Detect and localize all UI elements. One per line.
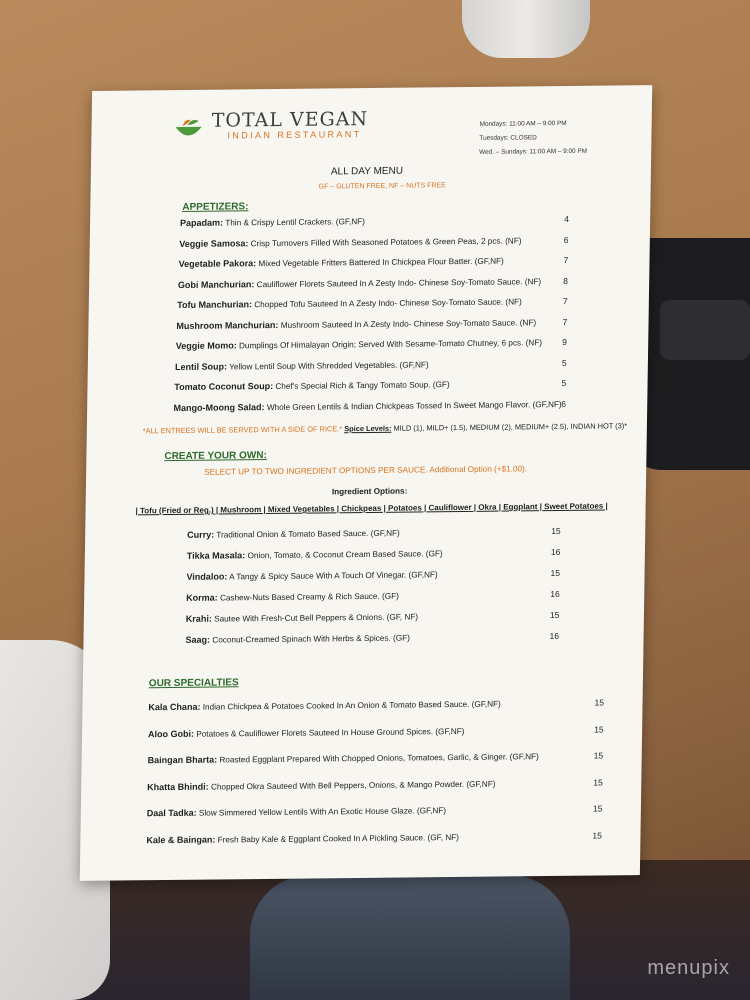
specialty-item xyxy=(148,699,500,713)
sauce-item-price: 16 xyxy=(550,546,561,558)
appetizers-title: APPETIZERS: xyxy=(182,201,249,213)
appetizer-item xyxy=(180,216,365,228)
sauce-item xyxy=(185,633,409,645)
hours-monday: Mondays: 11:00 AM – 9:00 PM xyxy=(479,119,567,128)
water-bottle xyxy=(462,0,590,58)
rice-note: *ALL ENTREES WILL BE SERVED WITH A SIDE OF RICE.* xyxy=(142,424,343,436)
appetizer-item-desc: Dumplings Of Himalayan Origin; Served With Sesame-Tomato Chutney, 6 pcs. (NF) xyxy=(238,338,543,351)
appetizer-item-name: Lentil Soup: xyxy=(174,360,228,372)
appetizer-item-name: Veggie Samosa: xyxy=(179,237,249,249)
specialty-item-price: 15 xyxy=(592,829,603,841)
specialty-item-desc: Chopped Okra Sauteed With Bell Peppers, Onions, & Mango Powder. (GF,NF) xyxy=(210,779,496,792)
sauce-item-desc: Traditional Onion & Tomato Based Sauce. (GF,NF) xyxy=(216,528,400,540)
sauce-item-price: 15 xyxy=(550,567,561,579)
specialty-item xyxy=(147,778,495,792)
menu-title: ALL DAY MENU xyxy=(330,165,404,178)
specialty-item-price: 15 xyxy=(593,750,604,761)
sauce-item-price: 16 xyxy=(550,588,560,600)
specialty-item-price: 15 xyxy=(594,697,605,708)
appetizer-item-desc: Mushroom Sauteed In A Zesty Indo- Chinese Soy-Tomato Sauce. (NF) xyxy=(280,317,537,330)
specialty-item-name: Baingan Bharta: xyxy=(147,754,218,766)
sauce-item-price: 15 xyxy=(549,609,560,621)
spice-label: Spice Levels: xyxy=(344,423,392,434)
sauce-item xyxy=(186,569,437,582)
specialty-item-desc: Indian Chickpea & Potatoes Cooked In An Onion & Tomato Based Sauce. (GF,NF) xyxy=(202,699,501,712)
specialty-item xyxy=(148,751,539,765)
appetizer-item-desc: Crisp Turnovers Filled With Seasoned Potatoes & Green Peas, 2 pcs. (NF) xyxy=(250,235,522,248)
hours-tuesday: Tuesdays: CLOSED xyxy=(479,134,537,142)
specialty-item xyxy=(148,725,465,738)
specialty-item-price: 15 xyxy=(593,776,603,788)
sauce-item-name: Krahi: xyxy=(185,613,212,624)
appetizer-item-desc: Chopped Tofu Sauteed In A Zesty Indo- Chinese Soy-Tomato Sauce. (NF) xyxy=(254,297,522,310)
specialties-title: OUR SPECIALTIES xyxy=(148,677,239,690)
sauce-item-desc: Onion, Tomato, & Coconut Cream Based Sauce. (GF) xyxy=(247,549,443,561)
appetizer-item xyxy=(179,256,504,269)
appetizer-item xyxy=(179,235,521,249)
sauce-item-price: 15 xyxy=(551,525,561,537)
sauce-item-name: Korma: xyxy=(186,592,218,603)
specialty-item-desc: Slow Simmered Yellow Lentils With An Exotic House Glaze. (GF,NF) xyxy=(198,806,447,818)
sauce-item-desc: Coconut-Creamed Spinach With Herbs & Spices. (GF) xyxy=(212,633,410,645)
create-subtitle: SELECT UP TO TWO INGREDIENT OPTIONS PER SAUCE. Additional Option (+$1.00). xyxy=(204,464,528,477)
appetizer-item xyxy=(173,398,561,412)
specialty-item-name: Kale & Baingan: xyxy=(146,833,216,845)
sauce-item xyxy=(187,548,443,561)
sauce-item xyxy=(186,611,418,623)
appetizer-item-price: 8 xyxy=(563,275,569,286)
appetizer-item-price: 7 xyxy=(562,316,568,327)
sauce-item-name: Saag: xyxy=(185,634,211,645)
appetizer-item-name: Tofu Manchurian: xyxy=(177,299,253,311)
specialty-item xyxy=(147,805,446,818)
appetizer-item-price: 7 xyxy=(563,254,569,265)
specialty-item-name: Kala Chana: xyxy=(148,701,201,713)
watermark: menupix xyxy=(647,957,730,979)
specialty-item-desc: Potatoes & Cauliflower Florets Sauteed In House Ground Spices. (GF,NF) xyxy=(196,726,465,739)
sauce-item-price: 16 xyxy=(549,630,560,642)
specialty-item-price: 15 xyxy=(594,723,604,735)
diet-legend: GF – GLUTEN FREE, NF – NUTS FREE xyxy=(318,182,446,191)
appetizer-item xyxy=(178,276,541,290)
appetizer-item-price: 6 xyxy=(561,398,567,409)
sauce-item-name: Vindaloo: xyxy=(186,571,228,582)
specialty-item-name: Daal Tadka: xyxy=(146,807,197,819)
appetizer-item xyxy=(177,296,522,310)
appetizer-item xyxy=(176,337,542,351)
appetizer-item-name: Papadam: xyxy=(179,217,224,229)
sauce-item xyxy=(187,528,400,540)
appetizer-item-desc: Cauliflower Florets Sauteed In A Zesty Indo- Chinese Soy-Tomato Sauce. (NF) xyxy=(256,276,542,289)
appetizer-item-price: 4 xyxy=(564,213,569,224)
appetizer-item-name: Gobi Manchurian: xyxy=(177,278,255,290)
sauce-item-desc: Sautee With Fresh-Cut Bell Peppers & Onions. (GF, NF) xyxy=(214,612,419,624)
appetizer-item-name: Vegetable Pakora: xyxy=(178,258,257,270)
appetizer-item xyxy=(176,317,536,331)
rice-spice-note xyxy=(143,421,627,435)
bowl-logo-icon xyxy=(173,118,203,140)
specialty-item xyxy=(146,831,459,844)
appetizer-item-price: 7 xyxy=(562,295,568,306)
ingredients-title: Ingredient Options: xyxy=(331,486,408,497)
sauce-item-desc: A Tangy & Spicy Sauce With A Touch Of Vinegar. (GF,NF) xyxy=(229,570,438,582)
spice-levels: MILD (1), MILD+ (1.5), MEDIUM (2), MEDIUM+ (2.5), INDIAN HOT (3)* xyxy=(393,421,628,433)
specialty-item-desc: Roasted Eggplant Prepared With Chopped Onions, Tomatoes, Garlic, & Ginger. (GF,NF) xyxy=(219,752,539,765)
appetizer-item-desc: Mixed Vegetable Fritters Battered In Chickpea Flour Batter. (GF,NF) xyxy=(258,256,504,269)
brand-subtitle: INDIAN RESTAURANT xyxy=(227,129,362,141)
specialty-item-desc: Fresh Baby Kale & Eggplant Cooked In A Pickling Sauce. (GF, NF) xyxy=(217,832,460,844)
sauce-item-name: Curry: xyxy=(187,529,215,540)
appetizer-item-name: Tomato Coconut Soup: xyxy=(174,380,274,393)
appetizer-item-desc: Yellow Lentil Soup With Shredded Vegetables. (GF,NF) xyxy=(229,359,429,371)
appetizer-item-name: Mushroom Manchurian: xyxy=(176,319,279,331)
appetizer-item-price: 9 xyxy=(562,336,568,347)
specialty-item-name: Aloo Gobi: xyxy=(147,728,195,739)
hours-wed-sun: Wed. – Sundays: 11:00 AM – 9:00 PM xyxy=(479,147,588,156)
brand-name: TOTAL VEGAN xyxy=(211,108,369,132)
appetizer-item-price: 5 xyxy=(561,377,567,388)
menu-paper xyxy=(80,85,653,881)
appetizer-item xyxy=(174,379,450,392)
ingredients-list: | Tofu (Fried or Reg.) | Mushroom | Mixed Vegetables | Chickpeas | Potatoes | Cauliflower | Okra | Eggplant | Sweet Potatoes | xyxy=(135,501,608,516)
appetizer-item-name: Mango-Moong Salad: xyxy=(173,401,265,413)
create-title: CREATE YOUR OWN: xyxy=(164,450,267,463)
specialty-item-price: 15 xyxy=(592,803,603,814)
specialty-item-name: Khatta Bhindi: xyxy=(147,781,209,792)
bag-strap xyxy=(660,300,750,360)
sauce-item xyxy=(186,591,399,603)
jeans xyxy=(250,875,570,1000)
appetizer-item-desc: Thin & Crispy Lentil Crackers. (GF,NF) xyxy=(225,217,366,228)
sauce-item-name: Tikka Masala: xyxy=(186,550,246,561)
sauce-item-desc: Cashew-Nuts Based Creamy & Rich Sauce. (GF) xyxy=(219,591,399,603)
appetizer-item-price: 5 xyxy=(561,357,567,368)
appetizer-item-desc: Chef's Special Rich & Tangy Tomato Soup. (GF) xyxy=(275,380,450,391)
appetizer-item xyxy=(175,359,429,372)
appetizer-item-price: 6 xyxy=(563,234,569,245)
appetizer-item-desc: Whole Green Lentils & Indian Chickpeas Tossed In Sweet Mango Flavor. (GF,NF) xyxy=(266,399,562,412)
appetizer-item-name: Veggie Momo: xyxy=(175,340,237,352)
